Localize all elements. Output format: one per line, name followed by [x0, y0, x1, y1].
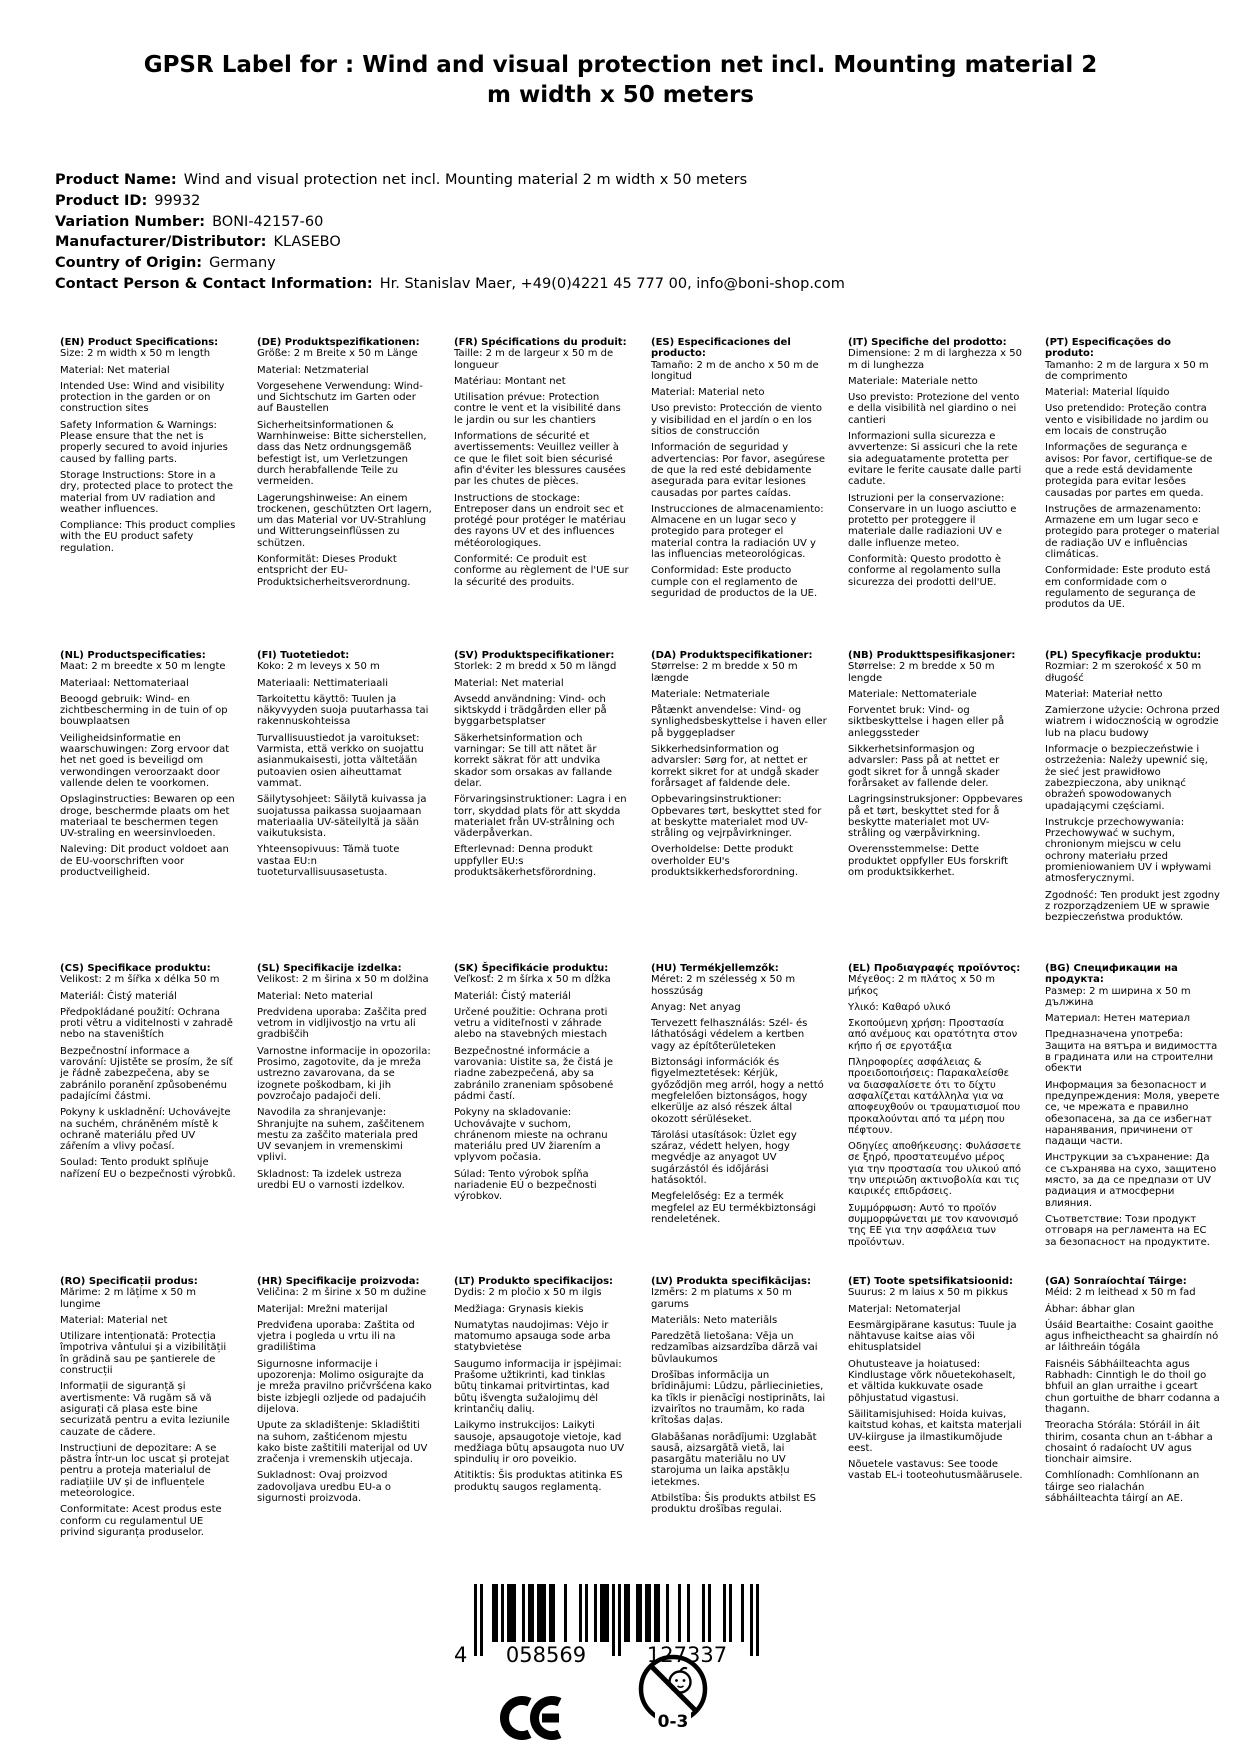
language-block-paragraph: Súlad: Tento výrobok spĺňa nariadenie EÚ o bezpečnosti výrobkov.: [454, 1168, 597, 1203]
language-block-paragraph: Materiale: Nettomateriale: [848, 688, 977, 700]
language-block-paragraph: Material: Net material: [454, 677, 564, 689]
language-block-paragraph: Ohutusteave ja hoiatused: Kindlustage võrk nõuetekohaselt, et vältida kukkuvate osade põhjustatud vigastusi.: [848, 1358, 1016, 1404]
language-block-paragraph: Biztonsági információk és figyelmeztetések: Kérjük, győződjön meg arról, hogy a nettó megfelelően biztonságos, hogy elkerülje az alsó részek által okozott sérüléseket.: [651, 1057, 824, 1125]
language-block: [848, 650, 1024, 963]
language-block-paragraph: Navodila za shranjevanje: Shranjujte na suhem, zaščitenem mestu za zaščito materiala pred UV sevanjem in vremenskimi vplivi.: [257, 1107, 425, 1164]
language-block-paragraph: Storage Instructions: Store in a dry, protected place to protect the material from UV radiation and weather influences.: [60, 469, 234, 515]
language-block-paragraph: Material: Netzmaterial: [257, 364, 369, 376]
language-block-paragraph: Compliance: This product complies with the EU product safety regulation.: [60, 520, 236, 554]
language-block-paragraph: Mărime: 2 m lățime x 50 m lungime: [60, 1287, 196, 1310]
language-block-heading: (HU) Termékjellemzők:: [651, 963, 779, 974]
product-info-value: Germany: [209, 255, 276, 272]
language-block-paragraph: Velikost: 2 m širina x 50 m dolžina: [257, 974, 429, 986]
language-block-heading: (EL) Προδιαγραφές προϊόντος:: [848, 963, 1021, 974]
language-block-paragraph: Varnostne informacije in opozorila: Prosimo, zagotovite, da je mreža ustrezno zavarovana, da se izognete poškodbam, ki jih povzročajo padajoči deli.: [257, 1045, 431, 1102]
language-block-paragraph: Lagringsinstruksjoner: Oppbevares på et tørt, beskyttet sted for å beskytte materialet mot UV-stråling og værpåvirkning.: [848, 794, 1023, 840]
language-block-paragraph: Υλικό: Καθαρό υλικό: [848, 1001, 951, 1013]
language-block-paragraph: Drošības informācija un brīdinājumi: Lūdzu, pārliecinieties, ka tīkls ir pienācīgi nostiprināts, lai izvairītos no traumām, ko rada krītošas daļas.: [651, 1370, 826, 1427]
language-block-paragraph: Efterlevnad: Denna produkt uppfyller EU:s produktsäkerhetsförordning.: [454, 844, 597, 879]
language-block-paragraph: Opslaginstructies: Bewaren op een droge, beschermde plaats om het materiaal te beschermen tegen UV-straling en weersinvloeden.: [60, 794, 235, 840]
language-block-paragraph: Comhlíonadh: Comhlíonann an táirge seo rialachán sábháilteachta táirgí an AE.: [1045, 1470, 1200, 1505]
product-info-label: Product ID:: [55, 192, 148, 209]
language-block-paragraph: Conformidade: Este produto está em conformidade com o regulamento de segurança de produtos da UE.: [1045, 565, 1211, 611]
language-block-heading: (NB) Produkttspesifikasjoner:: [848, 650, 1016, 661]
language-block-paragraph: Säilitamisjuhised: Hoida kuivas, kaitstud kohas, et kaitsta materjali UV-kiirguse ja ilmastikumõjude eest.: [848, 1408, 1022, 1454]
language-block-paragraph: Overensstemmelse: Dette produktet oppfyller EUs forskrift om produktsikkerhet.: [848, 844, 1009, 879]
language-block-paragraph: Lagerungshinweise: An einem trockenen, geschützten Ort lagern, um das Material vor UV-Strahlung und Witterungseinflüssen zu schützen.: [257, 492, 432, 549]
language-block-paragraph: Materiale: Netmateriale: [651, 688, 770, 700]
barcode-digits: 4: [454, 1643, 468, 1666]
product-info-row: [55, 212, 845, 233]
language-block-paragraph: Informations de sécurité et avertissements: Veuillez veiller à ce que le filet soit bien sécurisé afin d'éviter les blessures causées par les chutes de pièces.: [454, 431, 626, 488]
page-title-text: GPSR Label for : Wind and visual protection net incl. Mounting material 2 m width x 50 meters: [143, 52, 1098, 108]
language-block-paragraph: Säkerhetsinformation och varningar: Se till att nätet är korrekt säkrat för att undvika skador som orsakas av fallande delar.: [454, 732, 613, 789]
language-block-heading: (LV) Produkta specifikācijas:: [651, 1276, 811, 1287]
language-block: [454, 650, 630, 963]
language-block-paragraph: Sigurnosne informacije i upozorenja: Molimo osigurajte da je mreža pravilno pričvršćena kako biste izbjegli ozljede od padajućih dijelova.: [257, 1358, 432, 1415]
language-block: [651, 963, 827, 1276]
language-block: [60, 337, 236, 650]
language-block-paragraph: Vorgesehene Verwendung: Wind- und Sichtschutz im Garten oder auf Baustellen: [257, 380, 423, 415]
language-block-paragraph: Megfelelőség: Ez a termék megfelel az EU termékbiztonsági rendeletének.: [651, 1191, 817, 1225]
language-block-paragraph: Påtænkt anvendelse: Vind- og synlighedsbeskyttelse i haven eller på byggepladser: [651, 705, 827, 739]
language-block-heading: (PL) Specyfikacje produktu:: [1045, 650, 1202, 661]
product-info-row: [55, 191, 845, 212]
language-block: [1045, 337, 1221, 650]
language-block-paragraph: Bezpečnostné informácie a varovania: Uistite sa, že čistá je riadne zabezpečená, aby sa zabránilo zraneniam spôsobené pádmi častí.: [454, 1045, 614, 1102]
language-block-paragraph: Beoogd gebruik: Wind- en zichtbescherming in de tuin of op bouwplaatsen: [60, 693, 228, 728]
language-block-paragraph: Материал: Нетен материал: [1045, 1013, 1191, 1025]
language-block-paragraph: Material: Material neto: [651, 387, 765, 399]
language-block-paragraph: Velikost: 2 m šířka x délka 50 m: [60, 974, 220, 986]
language-block-paragraph: Treoracha Stórála: Stóráil in áit thirim, cosanta chun an t-ábhar a chosaint ó radaíocht UV agus tionchair aimsire.: [1045, 1420, 1213, 1466]
language-block-paragraph: Materiaal: Nettomateriaal: [60, 677, 189, 689]
language-block-paragraph: Συμμόρφωση: Αυτό το προϊόν συμμορφώνεται με τον κανονισμό της ΕΕ για την ασφάλεια των προϊόντων.: [848, 1202, 1019, 1248]
age-warning-label: 0-3: [657, 1712, 689, 1732]
language-block-paragraph: Naleving: Dit product voldoet aan de EU-voorschriften voor productveiligheid.: [60, 844, 229, 879]
language-block-heading: (HR) Specifikacije proizvoda:: [257, 1276, 420, 1287]
language-block-paragraph: Информация за безопасност и предупреждения: Моля, уверете се, че мрежата е правилно обезопасена, за да се избегнат наранявания, причинени от падащи части.: [1045, 1079, 1220, 1148]
language-block-paragraph: Faisnéis Sábháilteachta agus Rabhadh: Cinntigh le do thoil go bhfuil an glan urraithe i gceart chun gortuithe de bharr codanna a thagann.: [1045, 1358, 1220, 1415]
language-block: [651, 337, 827, 650]
language-block-paragraph: Tamaño: 2 m de ancho x 50 m de longitud: [651, 359, 819, 382]
language-block-heading: (LT) Produkto specifikacijos:: [454, 1276, 614, 1287]
product-info-label: Product Name:: [55, 172, 177, 188]
product-info-value: BONI-42157-60: [212, 213, 324, 230]
language-block-heading: (RO) Specificații produs:: [60, 1276, 198, 1287]
language-block-paragraph: Οδηγίες αποθήκευσης: Φυλάσσετε σε ξηρό, προστατευμένο μέρος για την προστασία του υλικού από την υπεριώδη ακτινοβολία και τις καιρικές επιδράσεις.: [848, 1141, 1022, 1198]
language-block-paragraph: Maat: 2 m breedte x 50 m lengte: [60, 661, 226, 673]
language-block: [60, 963, 236, 1276]
language-block-paragraph: Tamanho: 2 m de largura x 50 m de comprimento: [1045, 359, 1209, 382]
language-block-paragraph: Turvallisuustiedot ja varoitukset: Varmista, että verkko on suojattu asianmukaisesti, jotta vältetään putoavien osien aiheuttamat vammat.: [257, 732, 424, 789]
language-block-paragraph: Taille: 2 m de largeur x 50 m de longueur: [454, 348, 614, 371]
language-block-paragraph: Conformité: Ce produit est conforme au règlement de l'UE sur la sécurité des produits.: [454, 554, 629, 588]
language-block-paragraph: Material: Neto material: [257, 990, 373, 1002]
language-block-paragraph: Tarkoitettu käyttö: Tuulen ja näkyvyyden suoja puutarhassa tai rakennuskohteissa: [257, 693, 429, 728]
language-block-paragraph: Materiāls: Neto materiāls: [651, 1314, 778, 1326]
language-block: [454, 963, 630, 1276]
language-block-paragraph: Opbevaringsinstruktioner: Opbevares tørt, beskyttet sted for at beskytte materialet mod UV-stråling og vejrpåvirkninger.: [651, 794, 822, 840]
language-block-paragraph: Atbilstība: Šis produkts atbilst ES produktu drošības regulai.: [651, 1493, 817, 1516]
language-block-paragraph: Určené použitie: Ochrana proti vetru a viditeľnosti v záhrade alebo na stavebných miestach: [454, 1006, 608, 1041]
language-block-paragraph: Overholdelse: Dette produkt overholder EU's produktsikkerhedsforordning.: [651, 844, 799, 879]
language-block-heading: (FR) Spécifications du produit:: [454, 337, 627, 348]
language-block-paragraph: Materiál: Čistý materiál: [60, 990, 177, 1002]
language-block-paragraph: Størrelse: 2 m bredde x 50 m længde: [651, 661, 798, 684]
language-block-paragraph: Uso previsto: Protección de viento y visibilidad en el jardín o en los sitios de construcción: [651, 403, 822, 438]
language-block-paragraph: Sikkerhedsinformation og advarsler: Sørg for, at nettet er korrekt sikret for at undgå skader forårsaget af faldende dele.: [651, 744, 819, 789]
language-block-paragraph: Σκοπούμενη χρήση: Προστασία από ανέμους και ορατότητα στον κήπο ή σε εργοτάξια: [848, 1018, 1018, 1052]
language-block-heading: (ET) Toote spetsifikatsioonid:: [848, 1276, 1014, 1287]
language-block-paragraph: Informații de siguranță și avertismente: Vă rugăm să vă asigurați că plasa este bine securizată pentru a evita leziunile cauzate de cădere.: [60, 1381, 230, 1438]
language-block-heading: (SK) Špecifikácie produktu:: [454, 963, 609, 974]
language-block-paragraph: Sukladnost: Ovaj proizvod zadovoljava uredbu EU-a o sigurnosti proizvoda.: [257, 1470, 392, 1505]
language-block-paragraph: Informacje o bezpieczeństwie i ostrzeżenia: Należy upewnić się, że sieć jest prawidłowo zabezpieczona, aby uniknąć obrażeń spowodowanych upadającymi częściami.: [1045, 744, 1208, 812]
language-block-paragraph: Größe: 2 m Breite x 50 m Länge: [257, 348, 418, 360]
language-block-paragraph: Veiligheidsinformatie en waarschuwingen: Zorg ervoor dat het net goed is beveiligd om verwondingen veroorzaakt door vallende delen te voorkomen.: [60, 732, 230, 789]
language-block-paragraph: Ábhar: ábhar glan: [1045, 1303, 1135, 1315]
language-block-paragraph: Předpokládané použití: Ochrana proti větru a viditelnosti v zahradě nebo na staveništích: [60, 1006, 233, 1041]
language-block-paragraph: Veľkosť: 2 m šírka x 50 m dĺžka: [454, 974, 611, 986]
language-block-paragraph: Sikkerhetsinformasjon og advarsler: Pass på at nettet er godt sikret for å unngå skader forårsaket av fallende deler.: [848, 744, 1000, 789]
product-info-label: Country of Origin:: [55, 255, 203, 272]
language-block-paragraph: Upute za skladištenje: Skladištiti na suhom, zaštićenom mjestu kako biste zaštitili materijal od UV zračenja i vremenskih utjecaja.: [257, 1420, 428, 1466]
language-block: [1045, 1276, 1221, 1589]
language-block-heading: (PT) Especificações do produto:: [1045, 337, 1171, 360]
language-block-paragraph: Materiál: Čistý materiál: [454, 990, 571, 1002]
language-block-heading: (ES) Especificaciones del producto:: [651, 337, 791, 360]
language-block-paragraph: Materjal: Netomaterjal: [848, 1303, 961, 1315]
language-block: [848, 337, 1024, 650]
language-block: [848, 963, 1024, 1276]
product-info-row: [55, 253, 845, 274]
language-block-heading: (BG) Спецификации на продукта:: [1045, 963, 1178, 986]
language-block-paragraph: Materiale: Materiale netto: [848, 375, 978, 387]
language-block-paragraph: Veličina: 2 m širine x 50 m dužine: [257, 1287, 427, 1299]
language-block-paragraph: Materiaali: Nettimateriaali: [257, 677, 388, 689]
language-block-paragraph: Съответствие: Този продукт отговаря на регламента на ЕС за безопасност на продуктите.: [1045, 1213, 1210, 1248]
language-block-paragraph: Zamierzone użycie: Ochrona przed wiatrem i widocznością w ogrodzie lub na placu budowy: [1045, 705, 1220, 739]
language-block-paragraph: Materijal: Mrežni materijal: [257, 1303, 388, 1315]
language-block-paragraph: Size: 2 m width x 50 m length: [60, 348, 211, 360]
language-block-paragraph: Instrucțiuni de depozitare: A se păstra într-un loc uscat și protejat pentru a proteja materialul de radiațiile UV și de influențele meteorologice.: [60, 1442, 230, 1500]
language-block-paragraph: Zgodność: Ten produkt jest zgodny z rozporządzeniem UE w sprawie bezpieczeństwa produktów.: [1045, 889, 1220, 924]
language-block-paragraph: Rozmiar: 2 m szerokość x 50 m długość: [1045, 661, 1202, 684]
language-block-heading: (DA) Produktspecifikationer:: [651, 650, 813, 661]
language-block-paragraph: Storlek: 2 m bredd x 50 m längd: [454, 661, 617, 673]
language-block-heading: (CS) Specifikace produktu:: [60, 963, 211, 974]
language-block-paragraph: Dimensione: 2 m di larghezza x 50 m di lunghezza: [848, 348, 1022, 371]
product-info-value: KLASEBO: [273, 234, 341, 251]
language-block-paragraph: Predviđena uporaba: Zaštita od vjetra i pogleda u vrtu ili na gradilištima: [257, 1319, 415, 1354]
language-block-paragraph: Istruzioni per la conservazione: Conservare in un luogo asciutto e protetto per proteggere il materiale dalle radiazioni UV e dalle influenze meteo.: [848, 492, 1017, 549]
language-block-heading: (EN) Product Specifications:: [60, 337, 219, 348]
language-block-paragraph: Suurus: 2 m laius x 50 m pikkus: [848, 1287, 1008, 1299]
language-block-paragraph: Material: Material net: [60, 1314, 168, 1326]
language-block-paragraph: Förvaringsinstruktioner: Lagra i en torr, skyddad plats för att skydda materialet från UV-strålning och väderpåverkan.: [454, 794, 627, 840]
language-block-paragraph: Säilytysohjeet: Säilytä kuivassa ja suojatussa paikassa suojaamaan materiaalia UV-säteilyltä ja sään vaikutuksista.: [257, 794, 427, 840]
language-block-heading: (IT) Specifiche del prodotto:: [848, 337, 1007, 348]
language-block-paragraph: Predvidena uporaba: Zaščita pred vetrom in vidljivostjo na vrtu ali gradbiščih: [257, 1006, 427, 1041]
language-block-paragraph: Pokyny na skladovanie: Uchovávajte v suchom, chránenom mieste na ochranu materiálu pred UV žiarením a vplyvom počasia.: [454, 1107, 608, 1164]
language-block-paragraph: Material: Material líquido: [1045, 387, 1170, 399]
language-block-heading: (DE) Produktspezifikationen:: [257, 337, 420, 348]
language-block: [60, 1276, 236, 1589]
ce-mark-icon: [493, 1692, 563, 1748]
language-block-paragraph: Uso previsto: Protezione del vento e della visibilità nel giardino o nei cantieri: [848, 392, 1020, 426]
barcode-bars: [452, 1584, 772, 1666]
language-block-paragraph: Paredzētā lietošana: Vēja un redzamības aizsardzība dārzā vai būvlaukumos: [651, 1331, 818, 1365]
page-title: [0, 50, 1241, 110]
product-info-value: 99932: [154, 192, 201, 209]
language-block-heading: (SV) Produktspecifikationer:: [454, 650, 615, 661]
language-block: [257, 337, 433, 650]
barcode-digits: 058569: [505, 1643, 587, 1666]
language-block: [651, 650, 827, 963]
language-block-paragraph: Saugumo informacija ir įspėjimai: Prašome užtikrinti, kad tinklas būtų tinkamai pritvirtintas, kad būtų išvengta sužalojimų dėl krintančių dalių.: [454, 1358, 622, 1415]
language-block-paragraph: Tervezett felhasználás: Szél- és láthatósági védelem a kertben vagy az építőterületeken: [651, 1018, 808, 1052]
language-block-paragraph: Matériau: Montant net: [454, 375, 566, 387]
language-block-paragraph: Avsedd användning: Vind- och siktskydd i trädgården eller på byggarbetsplatser: [454, 693, 607, 728]
language-block-paragraph: Μέγεθος: 2 m πλάτος x 50 m μήκος: [848, 974, 995, 997]
product-info-label: Manufacturer/Distributor:: [55, 234, 267, 251]
language-block-heading: (FI) Tuotetiedot:: [257, 650, 350, 661]
language-block: [454, 337, 630, 650]
language-block-paragraph: Eesmärgipärane kasutus: Tuule ja nähtavuse kaitse aias või ehitusplatsidel: [848, 1319, 1017, 1354]
language-block-paragraph: Размер: 2 m ширина x 50 m дължина: [1045, 985, 1191, 1008]
product-info-row: [55, 170, 845, 191]
language-block-paragraph: Glabāšanas norādījumi: Uzglabāt sausā, aizsargātā vietā, lai pasargātu materiālu no UV starojuma un laika apstākļu ietekmes.: [651, 1431, 817, 1488]
language-block-paragraph: Atitiktis: Šis produktas atitinka ES produktų saugos reglamentą.: [454, 1470, 623, 1493]
language-block-paragraph: Materiał: Materiał netto: [1045, 688, 1163, 700]
language-block-heading: (GA) Sonraíochtaí Táirge:: [1045, 1276, 1187, 1287]
language-block-heading: (NL) Productspecificaties:: [60, 650, 206, 661]
language-block-paragraph: Conformità: Questo prodotto è conforme al regolamento sulla sicurezza dei prodotti dell'UE.: [848, 554, 1002, 588]
language-block-paragraph: Conformidad: Este producto cumple con el reglamento de seguridad de productos de la UE.: [651, 565, 818, 599]
age-warning-0-3-icon: [634, 1652, 712, 1742]
language-block-paragraph: Instruções de armazenamento: Armazene em um lugar seco e protegido para proteger o material de radiação UV e influências climáticas.: [1045, 503, 1220, 561]
language-block-paragraph: Pokyny k uskladnění: Uchovávejte na suchém, chráněném místě k ochraně materiálu před UV zářením a vlivy počasí.: [60, 1107, 231, 1153]
product-info: [55, 170, 845, 295]
language-block: [257, 650, 433, 963]
language-block-paragraph: Laikymo instrukcijos: Laikyti sausoje, apsaugotoje vietoje, kad medžiaga būtų apsaugota nuo UV spindulių ir oro poveikio.: [454, 1420, 625, 1466]
language-block-paragraph: Sicherheitsinformationen & Warnhinweise: Bitte sicherstellen, dass das Netz ordnungsgemäß befestigt ist, um Verletzungen durch herabfallende Teile zu vermeiden.: [257, 419, 427, 488]
language-block-paragraph: Uso pretendido: Proteção contra vento e visibilidade no jardim ou em locais de construção: [1045, 403, 1209, 438]
language-block-paragraph: Izmērs: 2 m platums x 50 m garums: [651, 1287, 792, 1310]
language-block-paragraph: Conformitate: Acest produs este conform cu regulamentul UE privind siguranța produselor.: [60, 1504, 222, 1538]
language-block-paragraph: Dydis: 2 m pločio x 50 m ilgis: [454, 1287, 602, 1299]
language-block-paragraph: Πληροφορίες ασφάλειας & προειδοποιήσεις: Παρακαλείσθε να διασφαλίσετε ότι το δίχτυ ασφαλίζεται κατάλληλα για να αποφευχθούν οι τραυματισμοί που προκαλούνται από τα μέρη που πέφτουν.: [848, 1057, 1021, 1136]
product-info-row: [55, 274, 845, 295]
language-block: [60, 650, 236, 963]
language-block-paragraph: Anyag: Net anyag: [651, 1001, 741, 1013]
product-info-label: Variation Number:: [55, 213, 206, 230]
language-block-paragraph: Инструкции за съхранение: Да се съхранява на сухо, защитено място, за да се предпази от UV радиация и атмосферни влияния.: [1045, 1152, 1217, 1209]
language-block-paragraph: Intended Use: Wind and visibility protection in the garden or on construction sites: [60, 380, 225, 415]
language-block-paragraph: Méret: 2 m szélesség x 50 m hosszúság: [651, 974, 796, 997]
language-block-paragraph: Utilisation prévue: Protection contre le vent et la visibilité dans le jardin ou sur les chantiers: [454, 392, 621, 426]
language-block-paragraph: Bezpečnostní informace a varování: Ujistěte se prosím, že síť je řádně zabezpečena, aby se zabránilo poranění způsobenému padajícími částmi.: [60, 1045, 233, 1102]
language-block-paragraph: Úsáid Beartaithe: Cosaint gaoithe agus infheictheacht sa ghairdín nó ar láithreáin tógála: [1045, 1319, 1219, 1354]
language-block: [257, 1276, 433, 1589]
language-block: [1045, 650, 1221, 963]
language-block: [651, 1276, 827, 1589]
product-info-value: Wind and visual protection net incl. Mounting material 2 m width x 50 meters: [183, 172, 748, 188]
language-block-paragraph: Instrucciones de almacenamiento: Almacene en un lugar seco y protegido para proteger el material contra la radiación UV y las influencias meteorológicas.: [651, 503, 824, 561]
language-block-paragraph: Utilizare intenționată: Protecția împotriva vântului și a vizibilității în grădină sau pe șantierele de construcții: [60, 1331, 227, 1377]
language-block-paragraph: Yhteensopivuus: Tämä tuote vastaa EU:n tuoteturvallisuusasetusta.: [257, 844, 400, 879]
ean13-barcode: [452, 1584, 772, 1670]
language-block-paragraph: Предназначена употреба: Защита на вятъра и видимостта в градината или на строителни обекти: [1045, 1029, 1218, 1075]
language-block-paragraph: Informações de segurança e avisos: Por favor, certifique-se de que a rede está devidamente protegida para evitar lesões causadas por partes em queda.: [1045, 442, 1213, 499]
language-block: [848, 1276, 1024, 1589]
language-block-paragraph: Méid: 2 m leithead x 50 m fad: [1045, 1287, 1196, 1299]
language-block-paragraph: Koko: 2 m leveys x 50 m: [257, 661, 380, 673]
language-block-paragraph: Tárolási utasítások: Üzlet egy száraz, védett helyen, hogy megvédje az anyagot UV sugárzástól és időjárási hatásoktól.: [651, 1129, 797, 1187]
language-block-paragraph: Instrukcje przechowywania: Przechowywać w suchym, chronionym miejscu w celu ochrony materiału przed promieniowaniem UV i wpływami atmosferycznymi.: [1045, 816, 1212, 885]
language-block-paragraph: Instructions de stockage: Entreposer dans un endroit sec et protégé pour protéger le matériau des rayons UV et des influences météorologiques.: [454, 492, 626, 549]
language-block-paragraph: Material: Net material: [60, 364, 170, 376]
language-block-paragraph: Konformität: Dieses Produkt entspricht der EU-Produktsicherheitsverordnung.: [257, 554, 411, 588]
barcode-digits: 127337: [646, 1643, 728, 1666]
language-block-paragraph: Soulad: Tento produkt splňuje nařízení EU o bezpečnosti výrobků.: [60, 1157, 236, 1180]
language-block-paragraph: Safety Information & Warnings: Please ensure that the net is properly secured to avoid injuries caused by falling parts.: [60, 419, 228, 465]
language-block-heading: (SL) Specifikacije izdelka:: [257, 963, 402, 974]
product-info-value: Hr. Stanislav Maer, +49(0)4221 45 777 00, info@boni-shop.com: [379, 275, 845, 292]
language-block: [454, 1276, 630, 1589]
product-info-label: Contact Person & Contact Information:: [55, 275, 373, 292]
language-blocks-grid: [60, 337, 1221, 1589]
product-info-row: [55, 232, 845, 253]
language-block-paragraph: Nõuetele vastavus: See toode vastab EL-i tooteohutusmäärusele.: [848, 1459, 1023, 1482]
language-block-paragraph: Información de seguridad y advertencias: Por favor, asegúrese de que la red esté debidamente asegurada para evitar lesiones causadas por partes caídas.: [651, 442, 826, 499]
language-block: [257, 963, 433, 1276]
language-block: [1045, 963, 1221, 1276]
language-block-paragraph: Størrelse: 2 m bredde x 50 m lengde: [848, 661, 995, 684]
language-block-paragraph: Numatytas naudojimas: Vėjo ir matomumo apsauga sode arba statybvietėse: [454, 1319, 611, 1354]
language-block-paragraph: Forventet bruk: Vind- og siktbeskyttelse i hagen eller på anleggssteder: [848, 705, 1005, 739]
language-block-paragraph: Medžiaga: Grynasis kiekis: [454, 1303, 584, 1315]
language-block-paragraph: Skladnost: Ta izdelek ustreza uredbi EU o varnosti izdelkov.: [257, 1168, 405, 1192]
language-block-paragraph: Informazioni sulla sicurezza e avvertenze: Si assicuri che la rete sia adeguatamente protetta per evitare le ferite causate dalle parti cadute.: [848, 431, 1022, 488]
